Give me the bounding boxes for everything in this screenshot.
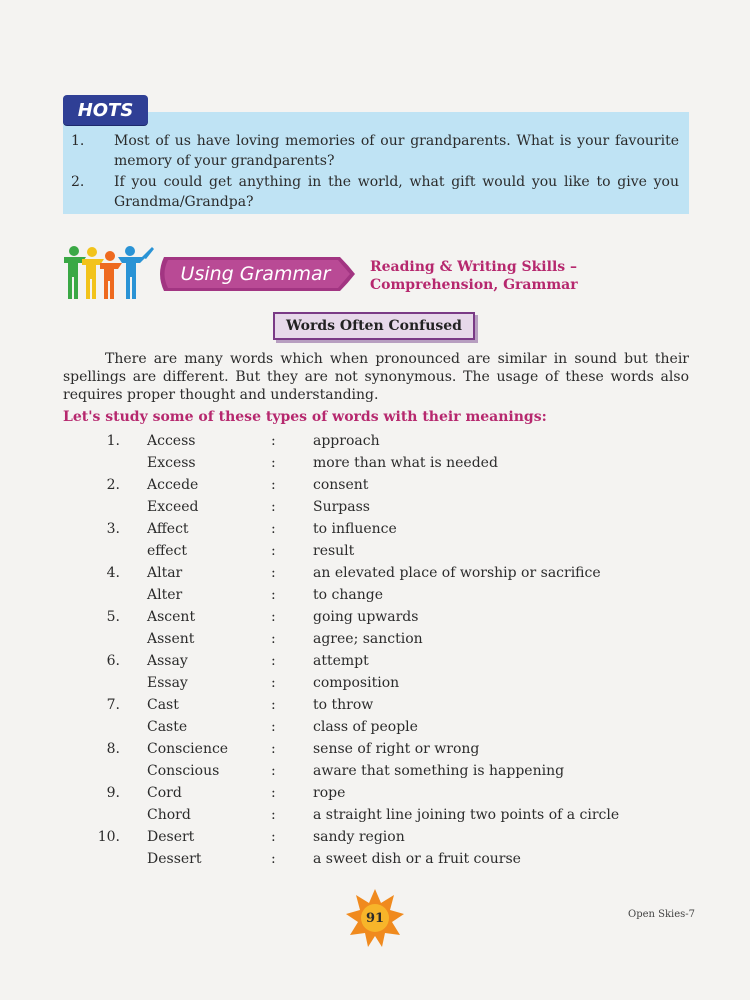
word-meaning: an elevated place of worship or sacrifice [313,565,601,581]
word-term: Essay [147,675,188,691]
word-meaning: agree; sanction [313,631,423,647]
word-term: Assent [147,631,195,647]
word-term: effect [147,543,187,559]
word-separator: : [271,543,276,559]
word-number: 5. [106,609,120,625]
word-row [0,430,750,452]
word-row [0,650,750,672]
word-row [0,540,750,562]
word-row [0,694,750,716]
word-separator: : [271,851,276,867]
word-number: 9. [106,785,120,801]
word-term: Alter [147,587,183,603]
word-term: Desert [147,829,195,845]
word-number: 8. [106,741,120,757]
word-separator: : [271,631,276,647]
hots-heading: HOTS [63,95,148,125]
word-meaning: to change [313,587,383,603]
word-row [0,804,750,826]
word-separator: : [271,587,276,603]
word-term: Dessert [147,851,202,867]
word-separator: : [271,719,276,735]
word-meaning: to throw [313,697,374,713]
word-meaning: Surpass [313,499,370,515]
word-row [0,496,750,518]
word-meaning: approach [313,433,380,449]
word-separator: : [271,565,276,581]
word-row [0,628,750,650]
words-often-confused-heading: Words Often Confused [273,312,475,340]
word-number: 4. [106,565,120,581]
hots-question-2 [71,172,679,212]
page-number: 91 [365,910,385,926]
skills-line-2: Comprehension, Grammar [370,277,578,293]
word-meaning: composition [313,675,400,691]
word-separator: : [271,763,276,779]
word-separator: : [271,829,276,845]
people-figures-icon [62,243,154,301]
using-grammar-banner [150,253,355,295]
word-number: 6. [106,653,120,669]
word-number: 3. [106,521,120,537]
word-term: Chord [147,807,191,823]
hots-question-number: 2. [71,174,85,190]
word-meaning: going upwards [313,609,419,625]
hots-question-text: If you could get anything in the world, what gift would you like to give you Grandma/Grandpa? [114,174,679,210]
word-separator: : [271,741,276,757]
word-row [0,760,750,782]
word-row [0,518,750,540]
word-term: Conscious [147,763,220,779]
word-row [0,584,750,606]
hots-question-1 [71,131,679,171]
lets-study-heading: Let's study some of these types of words with their meanings: [63,409,547,425]
word-row [0,562,750,584]
word-separator: : [271,653,276,669]
word-separator: : [271,521,276,537]
word-meaning: a sweet dish or a fruit course [313,851,521,867]
word-meaning: more than what is needed [313,455,498,471]
word-number: 2. [106,477,120,493]
word-term: Accede [147,477,199,493]
word-row [0,848,750,870]
word-meaning: consent [313,477,369,493]
word-separator: : [271,785,276,801]
hots-box [63,112,689,214]
word-meaning: class of people [313,719,418,735]
word-term: Cast [147,697,179,713]
skills-heading [370,258,578,294]
word-meaning: rope [313,785,346,801]
skills-line-1: Reading & Writing Skills – [370,259,578,275]
word-term: Cord [147,785,182,801]
word-separator: : [271,433,276,449]
hots-question-number: 1. [71,133,85,149]
word-term: Exceed [147,499,199,515]
word-term: Access [147,433,196,449]
hots-question-text: Most of us have loving memories of our grandparents. What is your favourite memory of your grandparents? [114,133,679,169]
word-meaning: sandy region [313,829,405,845]
word-meaning: attempt [313,653,369,669]
word-term: Ascent [147,609,196,625]
word-separator: : [271,455,276,471]
intro-paragraph: There are many words which when pronounced are similar in sound but their spellings are different. But they are not synonymous. The usage of these words also requires proper thought and understanding. [63,351,689,403]
word-separator: : [271,477,276,493]
word-meaning: aware that something is happening [313,763,565,779]
word-row [0,452,750,474]
word-separator: : [271,675,276,691]
word-separator: : [271,807,276,823]
word-meaning: sense of right or wrong [313,741,480,757]
word-term: Altar [147,565,183,581]
word-meaning: result [313,543,355,559]
word-term: Affect [147,521,189,537]
word-meaning: to influence [313,521,397,537]
word-separator: : [271,499,276,515]
word-row [0,716,750,738]
word-row [0,738,750,760]
word-separator: : [271,609,276,625]
using-grammar-title: Using Grammar [180,263,331,285]
word-row [0,606,750,628]
word-term: Conscience [147,741,229,757]
word-term: Excess [147,455,196,471]
word-number: 7. [106,697,120,713]
word-number: 1. [106,433,120,449]
word-term: Assay [147,653,188,669]
word-separator: : [271,697,276,713]
word-row [0,826,750,848]
word-row [0,672,750,694]
word-term: Caste [147,719,188,735]
word-row [0,782,750,804]
word-number: 10. [97,829,120,845]
book-title: Open Skies-7 [628,909,696,920]
word-meaning: a straight line joining two points of a circle [313,807,620,823]
word-row [0,474,750,496]
